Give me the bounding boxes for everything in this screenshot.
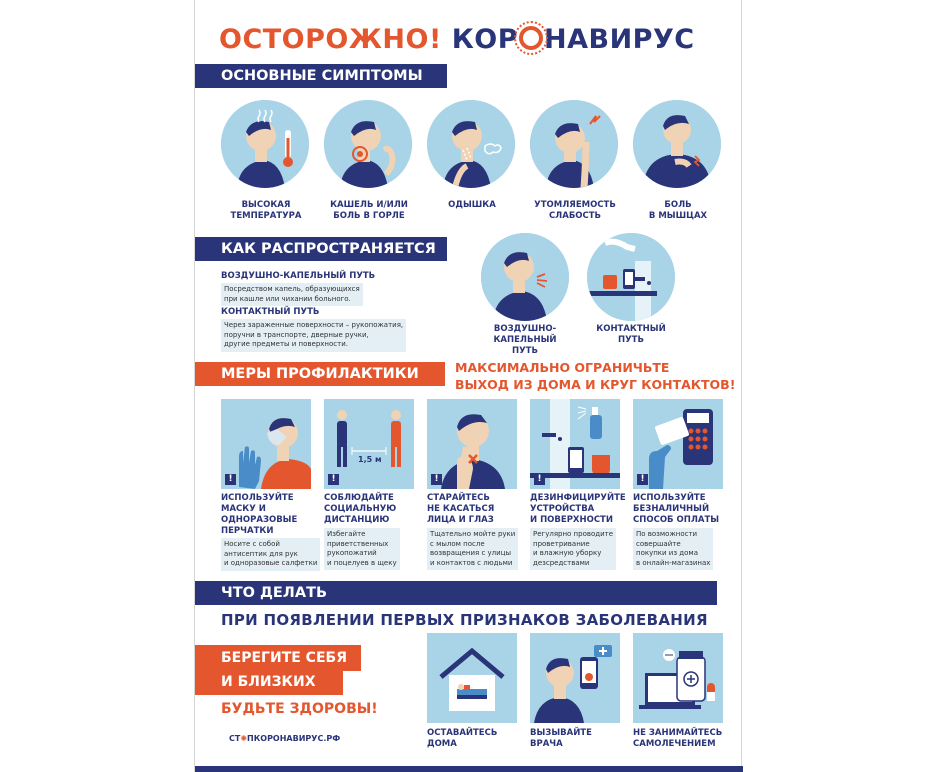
tip-body-distance: Избегайте приветственных рукопожатий и поцелуев в щеку bbox=[324, 528, 400, 570]
footer-bar bbox=[195, 766, 743, 772]
warning-icon: ! bbox=[328, 474, 339, 485]
fever-icon bbox=[221, 100, 309, 188]
spread-heading: КАК РАСПРОСТРАНЯЕТСЯ bbox=[195, 237, 447, 261]
tip-heading-disinfect: ДЕЗИНФИЦИРУЙТЕ УСТРОЙСТВА И ПОВЕРХНОСТИ bbox=[530, 493, 626, 525]
airborne-title: ВОЗДУШНО-КАПЕЛЬНЫЙ ПУТЬ bbox=[221, 271, 376, 281]
virus-icon bbox=[519, 26, 543, 50]
warning-icon: ! bbox=[637, 474, 648, 485]
what-to-do-subheading: ПРИ ПОЯВЛЕНИИ ПЕРВЫХ ПРИЗНАКОВ ЗАБОЛЕВАНИЯ bbox=[221, 611, 708, 629]
no-self-medication-tile bbox=[633, 633, 723, 723]
contact-text: Через зараженные поверхности – рукопожатия, поручни в транспорте, дверные ручки, другие предметы и поверхности. bbox=[221, 319, 406, 352]
warning-icon: ! bbox=[534, 474, 545, 485]
prevention-heading: МЕРЫ ПРОФИЛАКТИКИ bbox=[195, 362, 445, 386]
contact-icon bbox=[587, 233, 675, 321]
disinfect-tile bbox=[530, 399, 620, 489]
symptom-caption-5: БОЛЬ В МЫШЦАХ bbox=[648, 200, 708, 221]
virus-icon: ✺ bbox=[240, 734, 248, 743]
tip-body-mask: Носите с собой антисептик для рук и одноразовые салфетки bbox=[221, 538, 320, 571]
website-logo: СТ✺ПКОРОНАВИРУС.РФ bbox=[229, 734, 341, 743]
symptom-caption-2: КАШЕЛЬ И/ИЛИ БОЛЬ В ГОРЛЕ bbox=[330, 200, 408, 221]
symptoms-heading: ОСНОВНЫЕ СИМПТОМЫ bbox=[195, 64, 447, 88]
no-self-medication-caption: НЕ ЗАНИМАЙТЕСЬ САМОЛЕЧЕНИЕМ bbox=[633, 728, 723, 749]
contact-icon-caption: КОНТАКТНЫЙ ПУТЬ bbox=[596, 324, 666, 345]
warning-icon: ! bbox=[225, 474, 236, 485]
tip-body-cashless: По возможности совершайте покупки из дома в онлайн-магазинах bbox=[633, 528, 713, 570]
take-care-line-2: И БЛИЗКИХ bbox=[195, 669, 343, 695]
cough-icon bbox=[324, 100, 412, 188]
tip-heading-cashless: ИСПОЛЬЗУЙТЕ БЕЗНАЛИЧНЫЙ СПОСОБ ОПЛАТЫ bbox=[633, 493, 720, 525]
mask-gloves-tile bbox=[221, 399, 311, 489]
tip-heading-distance: СОБЛЮДАЙТЕ СОЦИАЛЬНУЮ ДИСТАНЦИЮ bbox=[324, 493, 397, 525]
call-doctor-caption: ВЫЗЫВАЙТЕ ВРАЧА bbox=[530, 728, 592, 749]
tip-body-face: Тщательно мойте руки с мылом после возвращения с улицы и контактов с людьми bbox=[427, 528, 518, 570]
contact-title: КОНТАКТНЫЙ ПУТЬ bbox=[221, 307, 320, 317]
prevention-callout: МАКСИМАЛЬНО ОГРАНИЧЬТЕ ВЫХОД ИЗ ДОМА И КРУГ КОНТАКТОВ! bbox=[455, 360, 736, 392]
distance-label: 1,5 м bbox=[358, 455, 382, 464]
tip-body-disinfect: Регулярно проводите проветривание и влажную уборку дезсредствами bbox=[530, 528, 616, 570]
poster bbox=[194, 0, 742, 772]
call-doctor-tile bbox=[530, 633, 620, 723]
fatigue-icon bbox=[530, 100, 618, 188]
airborne-text: Посредством капель, образующихся при кашле или чихании больного. bbox=[221, 283, 363, 306]
warning-icon: ! bbox=[431, 474, 442, 485]
be-healthy: БУДЬТЕ ЗДОРОВЫ! bbox=[221, 701, 378, 717]
tip-heading-mask: ИСПОЛЬЗУЙТЕ МАСКУ И ОДНОРАЗОВЫЕ ПЕРЧАТКИ bbox=[221, 493, 298, 536]
stay-home-tile bbox=[427, 633, 517, 723]
symptom-caption-1: ВЫСОКАЯ ТЕМПЕРАТУРА bbox=[230, 200, 302, 221]
stay-home-caption: ОСТАВАЙТЕСЬ ДОМА bbox=[427, 728, 498, 749]
airborne-icon-caption: ВОЗДУШНО- КАПЕЛЬНЫЙ ПУТЬ bbox=[493, 324, 557, 356]
symptom-caption-4: УТОМЛЯЕМОСТЬ СЛАБОСТЬ bbox=[534, 200, 616, 221]
what-to-do-heading: ЧТО ДЕЛАТЬ bbox=[195, 581, 717, 605]
title-warning: ОСТОРОЖНО! bbox=[219, 24, 442, 55]
cashless-payment-tile bbox=[633, 399, 723, 489]
shortness-of-breath-icon bbox=[427, 100, 515, 188]
poster-title bbox=[219, 24, 695, 55]
airborne-icon bbox=[481, 233, 569, 321]
title-coronavirus: КОР НАВИРУС bbox=[451, 24, 695, 55]
take-care-line-1: БЕРЕГИТЕ СЕБЯ bbox=[195, 645, 361, 671]
symptom-caption-3: ОДЫШКА bbox=[448, 200, 496, 210]
tip-heading-face: СТАРАЙТЕСЬ НЕ КАСАТЬСЯ ЛИЦА И ГЛАЗ bbox=[427, 493, 495, 525]
distance-tile bbox=[324, 399, 414, 489]
muscle-pain-icon bbox=[633, 100, 721, 188]
dont-touch-face-tile bbox=[427, 399, 517, 489]
